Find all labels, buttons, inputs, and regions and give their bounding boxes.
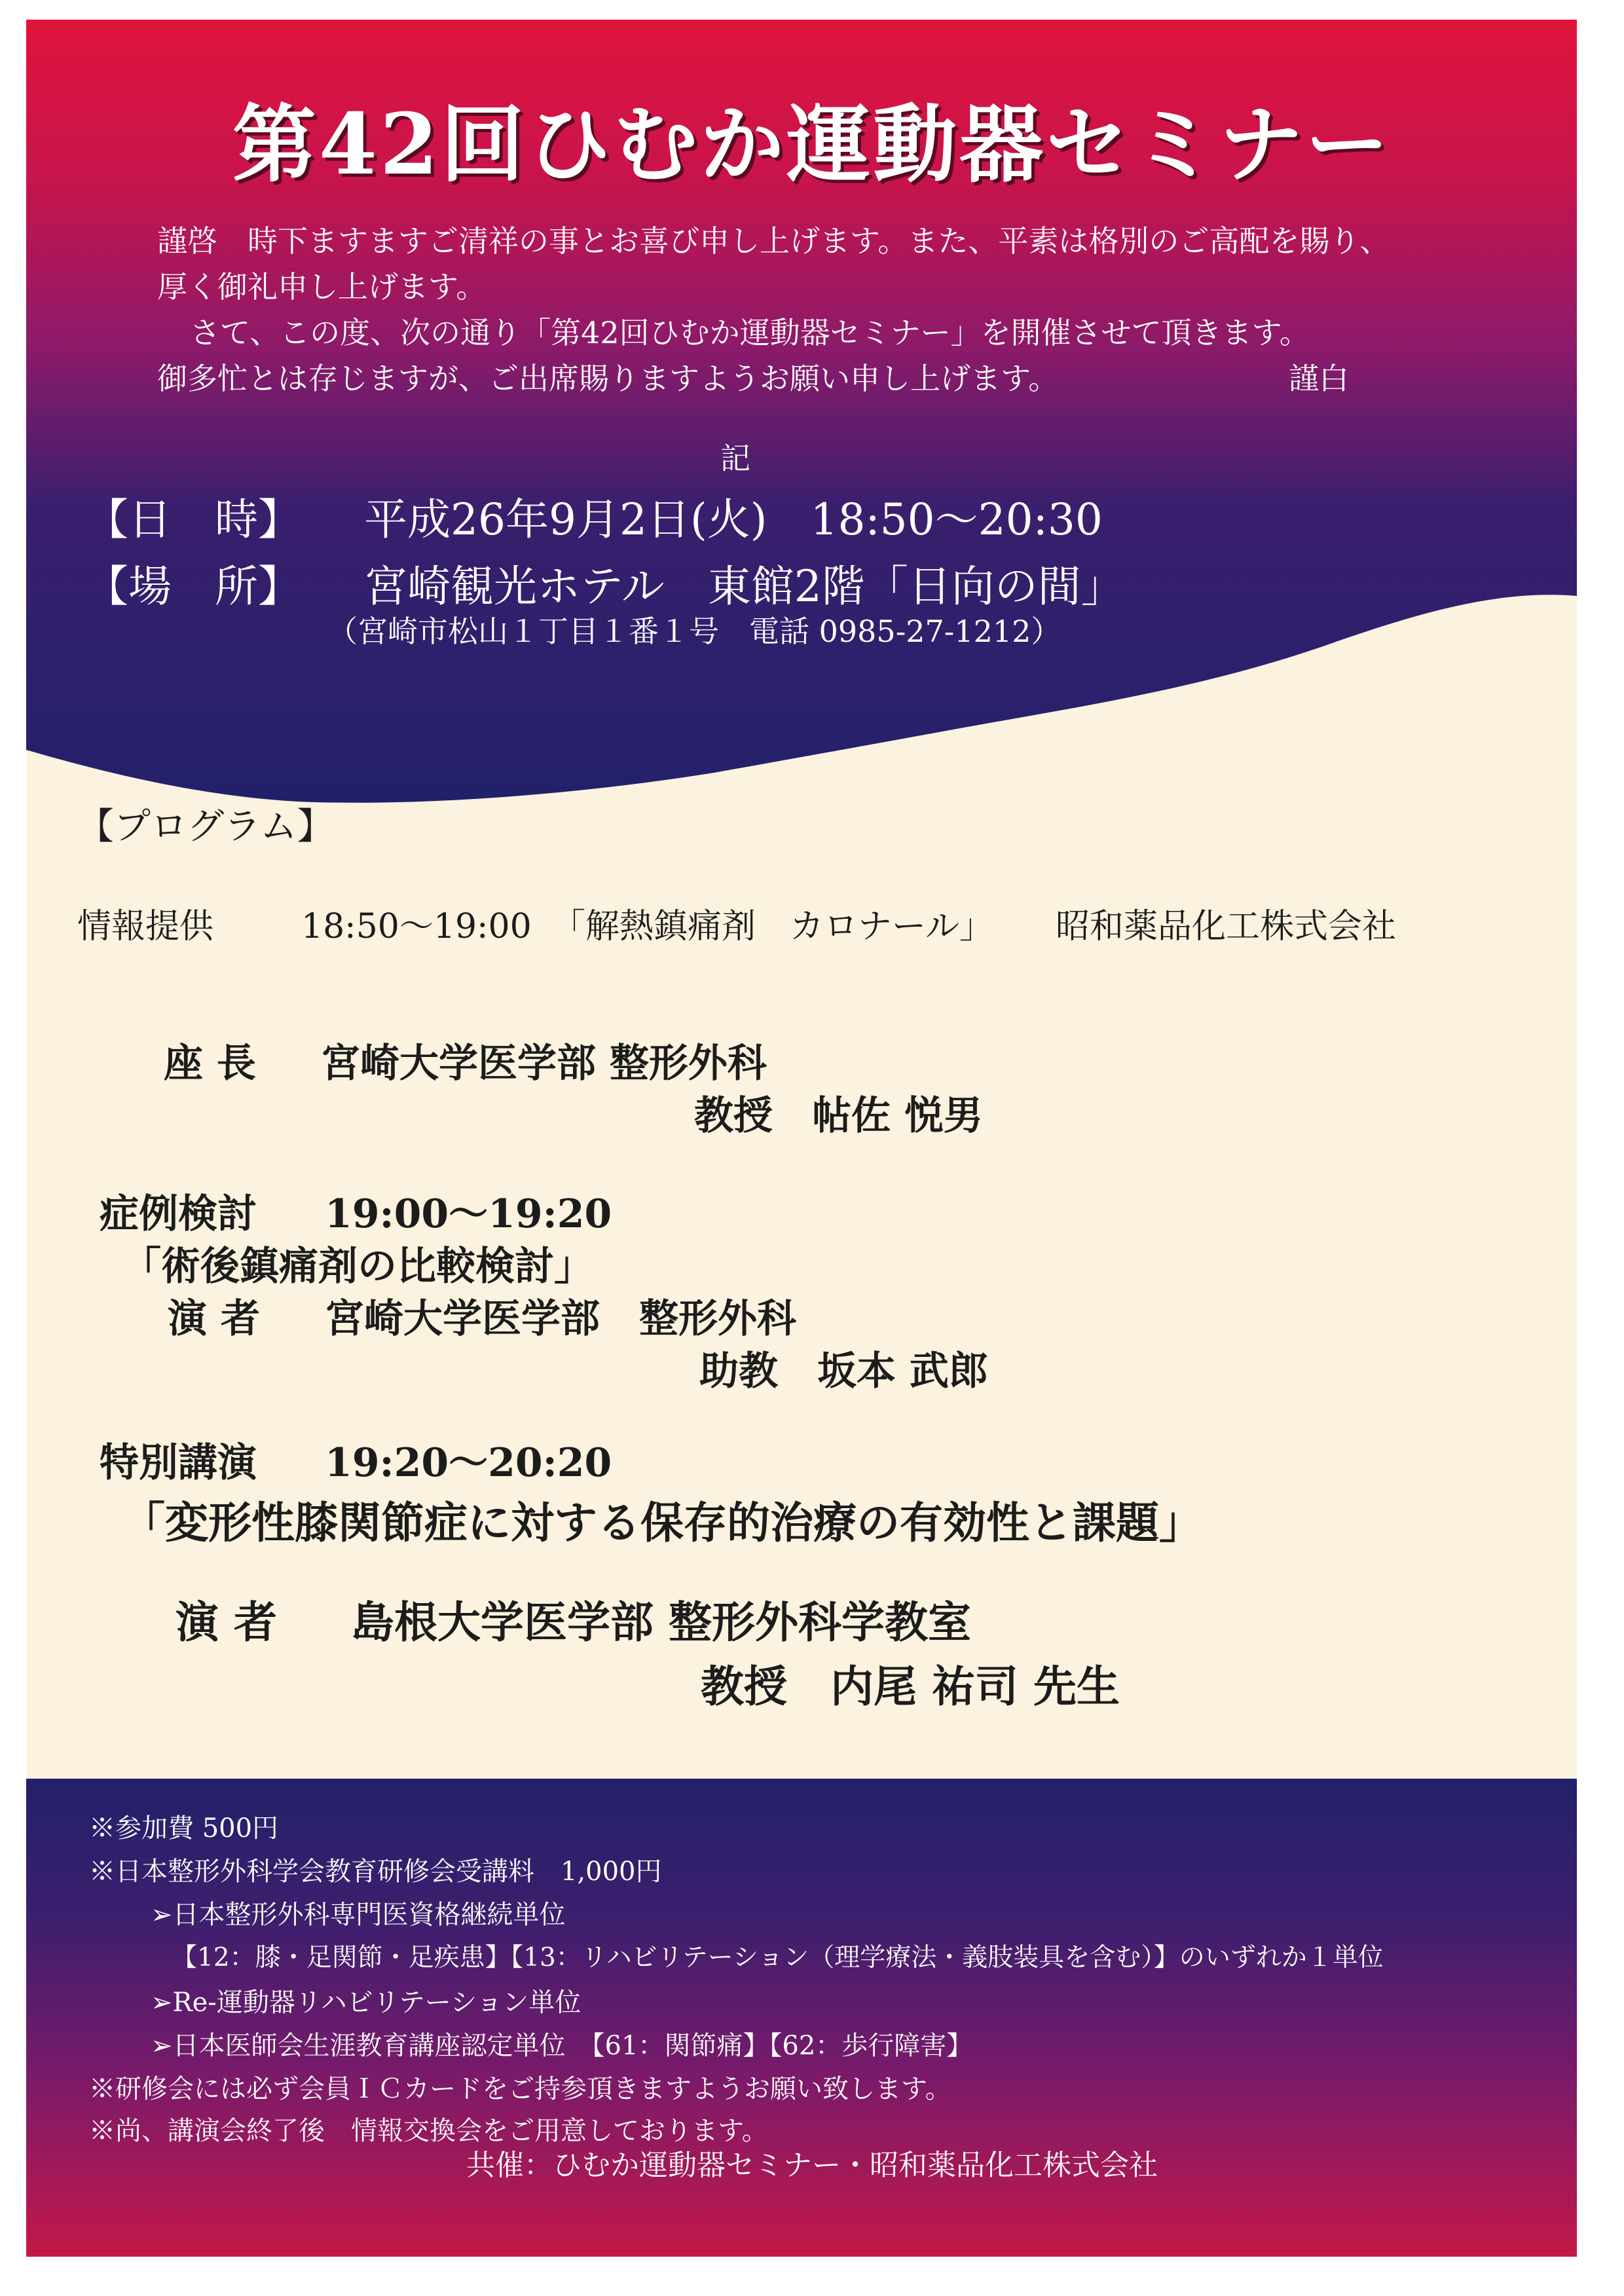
info-label: 情報提供 — [77, 907, 214, 946]
ki-mark: 記 — [720, 441, 750, 476]
greeting-line-1: 謹啓 時下ますますご清祥の事とお喜び申し上げます。また、平素は格別のご高配を賜り、 — [157, 223, 1390, 259]
case-label: 症例検討 — [100, 1191, 257, 1237]
info-title: 「解熱鎮痛剤 カロナール」 — [551, 907, 993, 946]
page-title: 第42回ひむか運動器セミナー — [232, 96, 1392, 194]
venue-address: （宮崎市松山１丁目１番１号 電話 0985-27-1212） — [327, 614, 1061, 649]
case-title: 「術後鎮痛剤の比較検討」 — [122, 1244, 593, 1289]
case-speaker-label: 演 者 — [168, 1296, 260, 1342]
chair-affiliation: 宮崎大学医学部 整形外科 — [321, 1041, 767, 1086]
ic-card-note: ※研修会には必ず会員ＩＣカードをご持参頂きますようお願い致します。 — [89, 2074, 951, 2104]
cohost-line: 共催：ひむか運動器セミナー・昭和薬品化工株式会社 — [466, 2149, 1158, 2182]
fee-note: ※参加費 500円 — [89, 1813, 279, 1843]
greeting-closing: 謹白 — [1289, 361, 1349, 396]
place-value: 宮崎観光ホテル 東館2階「日向の間」 — [364, 561, 1124, 612]
special-title: 「変形性膝関節症に対する保存的治療の有効性と課題」 — [122, 1497, 1202, 1548]
special-speaker-name: 教授 内尾 祐司 先生 — [701, 1661, 1120, 1712]
exchange-note: ※尚、講演会終了後 情報交換会をご用意しております。 — [89, 2116, 768, 2146]
course-fee-note: ※日本整形外科学会教育研修会受講料 1,000円 — [89, 1857, 662, 1887]
info-company: 昭和薬品化工株式会社 — [1056, 907, 1397, 946]
info-time: 18:50～19:00 — [301, 907, 532, 946]
chair-label: 座 長 — [164, 1041, 256, 1086]
greeting-line-4: 御多忙とは存じますが、ご出席賜りますようお願い申し上げます。 — [157, 361, 1059, 396]
credit-1-detail: 【12：膝・足関節・足疾患】【13：リハビリテーション（理学療法・義肢装具を含む）】のいずれか１単位 — [172, 1943, 1384, 1972]
case-speaker-affiliation: 宮崎大学医学部 整形外科 — [325, 1296, 796, 1342]
special-label: 特別講演 — [100, 1440, 257, 1486]
greeting-line-3: さて、この度、次の通り「第42回ひむか運動器セミナー」を開催させて頂きます。 — [190, 315, 1310, 350]
place-label: 【場 所】 — [85, 561, 301, 612]
case-time: 19:00～19:20 — [325, 1191, 612, 1237]
case-speaker-name: 助教 坂本 武郎 — [699, 1348, 988, 1394]
special-speaker-affiliation: 島根大学医学部 整形外科学教室 — [351, 1597, 971, 1648]
chair-name: 教授 帖佐 悦男 — [694, 1093, 983, 1139]
datetime-label: 【日 時】 — [85, 494, 301, 545]
credit-2: ➢Re-運動器リハビリテーション単位 — [151, 1988, 581, 2018]
special-time: 19:20～20:20 — [325, 1440, 612, 1486]
program-header: 【プログラム】 — [77, 805, 334, 848]
special-speaker-label: 演 者 — [175, 1597, 277, 1648]
datetime-value: 平成26年9月2日(火) 18:50～20:30 — [364, 494, 1103, 545]
greeting-line-2: 厚く御礼申し上げます。 — [157, 269, 487, 305]
credit-1: ➢日本整形外科専門医資格継続単位 — [151, 1900, 566, 1930]
credit-3: ➢日本医師会生涯教育講座認定単位 【61：関節痛】【62：歩行障害】 — [151, 2031, 973, 2061]
